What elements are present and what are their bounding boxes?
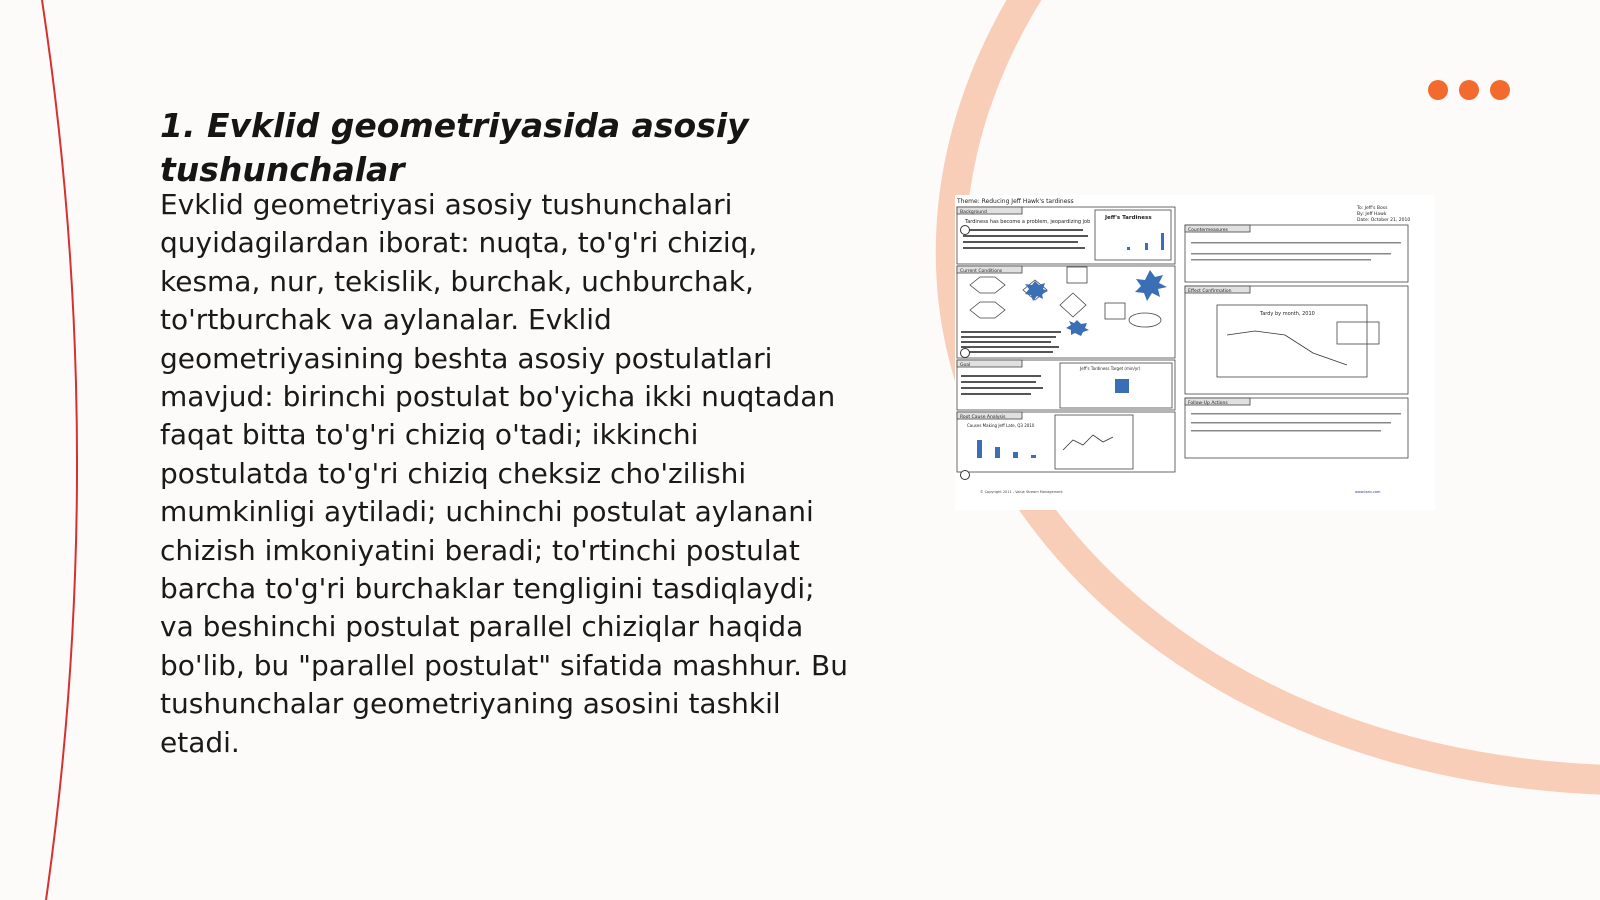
- current-conditions-heading: Current Conditions: [960, 269, 1003, 274]
- menu-dots: [1428, 80, 1510, 100]
- chart1-title: Jeff's Tardiness: [1105, 215, 1152, 221]
- slide-body: Evklid geometriyasi asosiy tushunchalari quyidagilardan iborat: nuqta, to'g'ri chiziq, kesma, nur, tekislik, burchak, uchburchak, to'rtburchak va aylanalar. Evklid geometriyasining beshta asosiy postulatlari mavjud: birinchi postulat bo'yicha ikki nuqtadan faqat bitta to'g'ri chiziq o'tadi; ikkinchi postulatda to'g'ri chiziq cheksiz cho'zilishi mumkinligi aytiladi; uchinchi postulat aylanani chizish imkoniyatini beradi; to'rtinchi postulat barcha to'g'ri burchaklar tengligini tasdiqlaydi; va beshinchi postulat parallel chiziqlar haqida bo'lib, bu "parallel postulat" sifatida mashhur. Bu tushunchalar geometriyaning asosini tashkil etadi.: [160, 188, 848, 759]
- background-text: Tardiness has become a problem, jeopardizing job: [965, 219, 1091, 225]
- effect-heading: Effect Confirmation: [1188, 289, 1232, 294]
- goal-heading: Goal: [960, 363, 971, 368]
- left-curve: [42, 0, 77, 900]
- countermeasures-heading: Countermeasures: [1188, 228, 1228, 233]
- dot: [1428, 80, 1448, 100]
- theme-line: Theme: Reducing Jeff Hawk's tardiness: [957, 198, 1074, 205]
- marker-circle: [961, 471, 970, 480]
- goal-bar: [1115, 379, 1129, 393]
- slide-title: 1. Evklid geometriyasida asosiy tushunchalar: [160, 106, 749, 189]
- thumbnail-markers: [958, 220, 972, 480]
- footer-left: © Copyright 2011 - Value Stream Management: [980, 490, 1063, 494]
- to-line: To: Jeff's Boss: [1357, 206, 1388, 211]
- marker-circle: [961, 349, 970, 358]
- footer-right: www.lean.com: [1355, 490, 1381, 494]
- root-chart-title: Causes Making Jeff Late, Q3 2010: [967, 423, 1035, 428]
- date-line: Date: October 21, 2010: [1357, 218, 1411, 223]
- background-heading: Background: [960, 210, 987, 215]
- dot: [1459, 80, 1479, 100]
- goal-chart-title: Jeff's Tardiness Target (min/yr): [1080, 366, 1141, 371]
- effect-chart-title: Tardy by month, 2010: [1260, 311, 1315, 317]
- follow-up-heading: Follow-Up Actions: [1188, 401, 1228, 406]
- a3-report-thumbnail: [955, 195, 1435, 510]
- marker-circle: [961, 226, 970, 235]
- by-line: By: Jeff Hawk: [1357, 212, 1387, 217]
- root-cause-heading: Root Cause Analysis: [960, 415, 1006, 420]
- dot: [1490, 80, 1510, 100]
